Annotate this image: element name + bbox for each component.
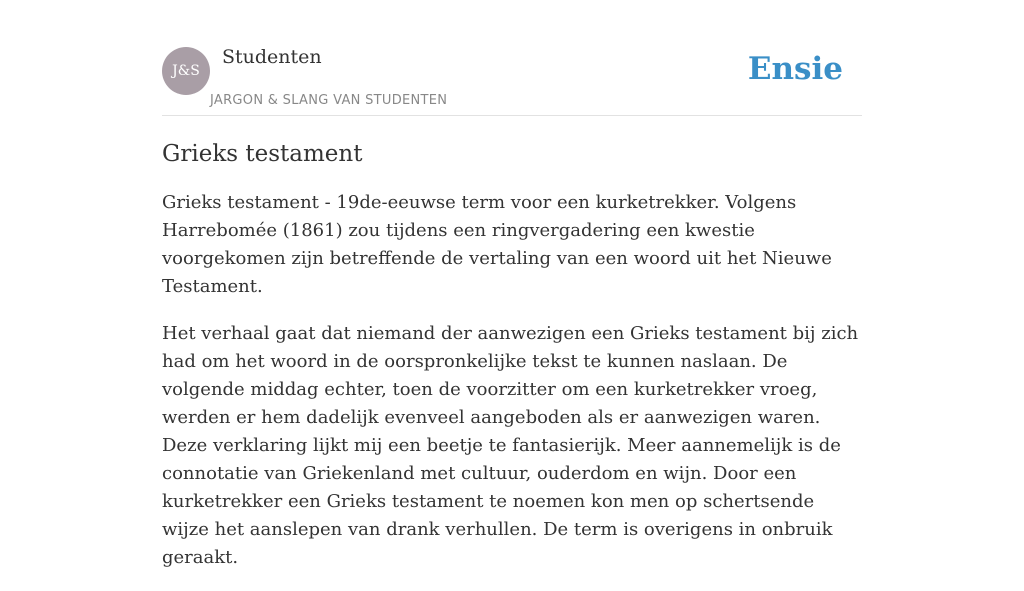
entry-paragraph [162,320,862,572]
entry-paragraph-text: Het verhaal gaat dat niemand der aanwezigen een Grieks testament bij zich had om het woord in de oorspronkelijke tekst te kunnen naslaan. De volgende middag echter, toen de voorzitter om een kurketrekker vroeg, werden er hem dadelijk evenveel aangeboden als er aanwezigen waren. [162,323,859,428]
header [162,0,862,116]
content-container [162,0,862,591]
dictionary-avatar[interactable]: J&S [162,47,210,95]
entry-paragraph: Grieks testament - 19de-eeuwse term voor een kurketrekker. Volgens Harrebomée (1861) zou tijdens een ringvergadering een kwestie voorgekomen zijn betreffende de vertaling van een woord uit het Nieuwe Testament. [162,192,832,297]
entry-paragraph-text: Deze verklaring lijkt mij een beetje te fantasierijk. Meer aannemelijk is de connotatie van Griekenland met cultuur, ouderdom en wijn. Door een kurketrekker een Grieks testament te noemen kon men op schertsende wijze het aanslepen van drank verhullen. De term is overigens in onbruik geraakt. [162,435,841,568]
ensie-logo[interactable]: Ensie [747,51,843,87]
entry-body [162,189,862,572]
dictionary-title[interactable]: Studenten [222,46,322,68]
dictionary-subtitle: JARGON & SLANG VAN STUDENTEN [210,93,448,108]
page-title: Grieks testament [162,141,363,167]
